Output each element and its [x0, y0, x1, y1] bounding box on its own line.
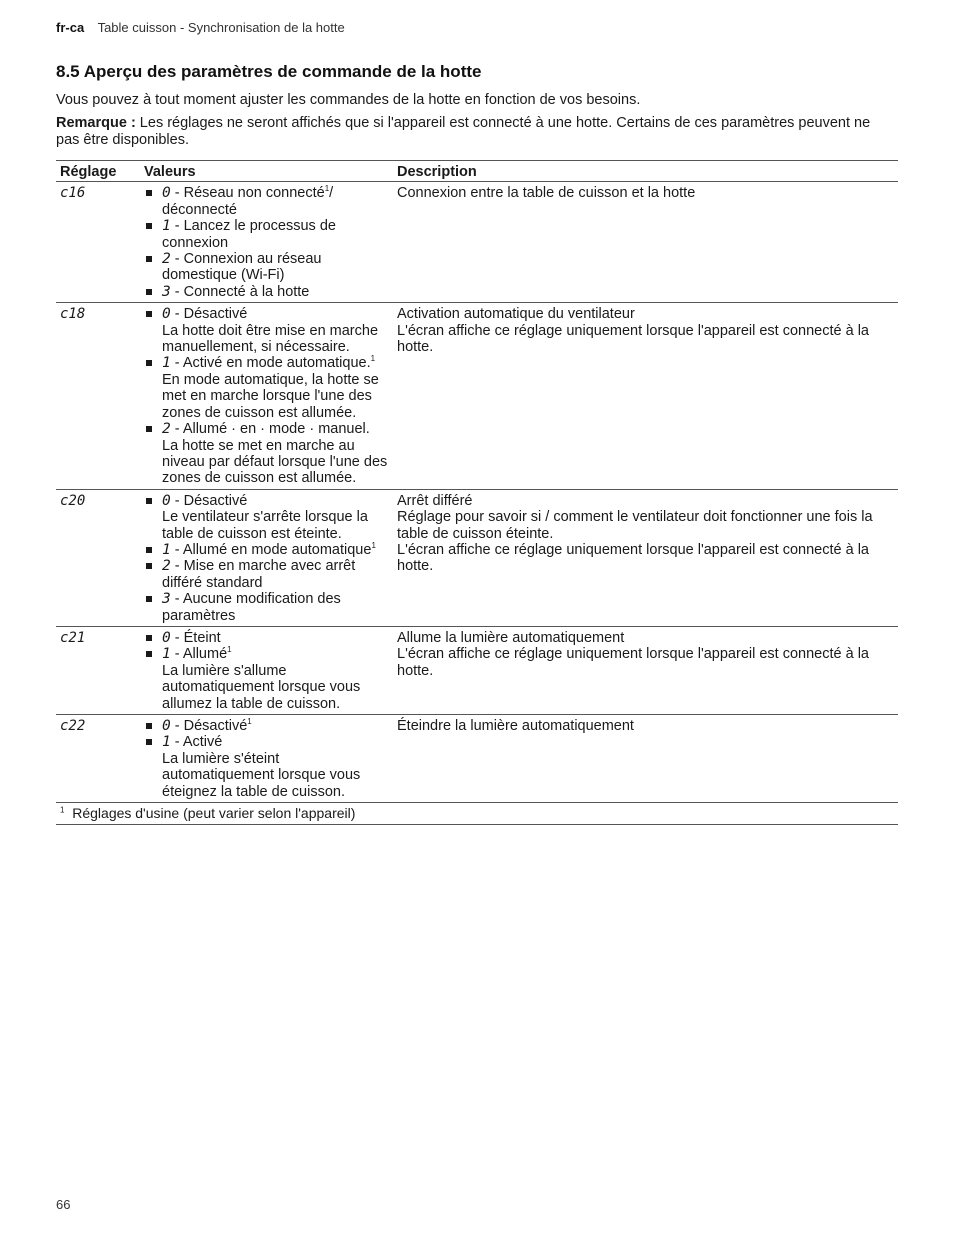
values-list — [144, 185, 389, 300]
table-row — [56, 303, 898, 489]
values-list — [144, 493, 389, 624]
value-digit: 1 — [162, 541, 171, 558]
table-row — [56, 182, 898, 303]
value-item — [144, 185, 389, 218]
description-line: L'écran affiche ce réglage uniquement lorsque l'appareil est connecté à la hotte. — [397, 541, 869, 575]
value-digit: 1 — [162, 646, 171, 663]
description-line: L'écran affiche ce réglage uniquement lorsque l'appareil est connecté à la hotte. — [397, 646, 869, 679]
section-title: 8.5 Aperçu des paramètres de commande de la hotte — [56, 62, 482, 81]
value-item — [144, 251, 389, 284]
value-text-after: / déconnecté — [162, 185, 334, 218]
table-row — [56, 489, 898, 626]
value-item — [144, 284, 389, 300]
table-header-row — [56, 161, 898, 182]
setting-values — [140, 303, 393, 489]
value-text: - Connecté à la hotte — [170, 283, 310, 300]
note-label: Remarque : — [56, 115, 136, 131]
setting-values — [140, 626, 393, 714]
value-text: - Désactivé — [170, 718, 248, 734]
value-item — [144, 306, 389, 355]
value-text: - Aucune modification des paramètres — [162, 591, 341, 624]
setting-code: c16 — [56, 182, 140, 303]
value-explanation: Le ventilateur s'arrête lorsque la table de cuisson est éteinte. — [162, 509, 368, 542]
setting-code: c18 — [56, 303, 140, 489]
value-item — [144, 493, 389, 542]
description-line: Éteindre la lumière automatiquement — [397, 718, 634, 734]
setting-code: c21 — [56, 626, 140, 714]
header-values: Valeurs — [140, 161, 393, 182]
footnote-ref: 1 — [247, 717, 252, 727]
setting-description — [393, 303, 898, 489]
values-list — [144, 630, 389, 712]
value-item — [144, 630, 389, 646]
value-digit: 0 — [162, 492, 171, 509]
setting-code: c22 — [56, 715, 140, 803]
description-line: Arrêt différé — [397, 492, 473, 509]
value-item — [144, 718, 389, 734]
value-text: - Allumé · en · mode · manuel. — [170, 421, 370, 438]
value-digit: 2 — [162, 558, 171, 575]
footnote-ref: 1 — [370, 354, 376, 364]
value-item — [144, 591, 389, 624]
value-item — [144, 542, 389, 558]
description-line: Réglage pour savoir si / comment le ventilateur doit fonctionner une fois la table de cuisson éteinte. — [397, 509, 873, 542]
language-code: fr-ca — [56, 20, 85, 35]
description-line: Connexion entre la table de cuisson et la hotte — [397, 185, 696, 202]
setting-values — [140, 182, 393, 303]
value-item — [144, 558, 389, 591]
value-digit: 1 — [162, 734, 171, 751]
value-item — [144, 355, 389, 421]
value-digit: 0 — [162, 185, 171, 202]
value-text: - Désactivé — [170, 492, 248, 509]
value-text: - Mise en marche avec arrêt différé standard — [162, 558, 356, 591]
table-body — [56, 182, 898, 803]
value-digit: 1 — [162, 355, 171, 372]
value-digit: 0 — [162, 629, 171, 646]
value-digit: 0 — [162, 306, 171, 323]
value-text: - Allumé en mode automatique — [170, 541, 372, 558]
table-row — [56, 715, 898, 803]
value-digit: 0 — [162, 718, 171, 734]
setting-values — [140, 715, 393, 803]
values-list — [144, 718, 389, 800]
header-setting: Réglage — [56, 161, 140, 182]
settings-table — [56, 160, 898, 825]
description-line: Allume la lumière automatiquement — [397, 629, 625, 646]
header-description: Description — [393, 161, 898, 182]
value-text: - Activé — [170, 734, 223, 751]
value-explanation: En mode automatique, la hotte se met en marche lorsque l'une des zones de cuisson est allumée. — [162, 371, 379, 421]
value-digit: 3 — [162, 283, 171, 300]
value-text: - Réseau non connecté — [170, 185, 325, 202]
footnote-ref: 1 — [324, 184, 330, 194]
intro-text: Vous pouvez à tout moment ajuster les commandes de la hotte en fonction de vos besoins. — [56, 92, 641, 108]
setting-description — [393, 626, 898, 714]
footnote-mark: 1 — [60, 805, 65, 815]
value-explanation: La hotte se met en marche au niveau par défaut lorsque l'une des zones de cuisson est allumée. — [162, 437, 388, 487]
value-text: - Activé en mode automatique. — [170, 355, 371, 372]
description-line: Activation automatique du ventilateur — [397, 306, 635, 323]
footnote-row — [56, 803, 898, 825]
value-item — [144, 421, 389, 487]
value-explanation: La lumière s'allume automatiquement lorsque vous allumez la table de cuisson. — [162, 662, 361, 712]
footnote-ref: 1 — [227, 645, 232, 655]
value-digit: 2 — [162, 251, 171, 268]
header-title: Table cuisson - Synchronisation de la hotte — [97, 20, 345, 35]
note-text: Les réglages ne seront affichés que si l'appareil est connecté à une hotte. Certains de ces paramètres peuvent ne pas être disponibles. — [56, 115, 871, 148]
value-text: - Désactivé — [170, 306, 248, 323]
description-line: L'écran affiche ce réglage uniquement lorsque l'appareil est connecté à la hotte. — [397, 322, 869, 356]
value-explanation: La lumière s'éteint automatiquement lorsque vous éteignez la table de cuisson. — [162, 750, 361, 800]
value-text: - Lancez le processus de connexion — [162, 218, 336, 251]
setting-description — [393, 182, 898, 303]
page-number: 66 — [56, 1197, 71, 1212]
setting-values — [140, 489, 393, 626]
value-explanation: La hotte doit être mise en marche manuellement, si nécessaire. — [162, 322, 379, 356]
value-item — [144, 646, 389, 712]
footnote — [56, 803, 898, 825]
value-digit: 2 — [162, 421, 171, 438]
value-text: - Éteint — [170, 629, 221, 646]
value-digit: 3 — [162, 591, 171, 608]
page-header — [56, 20, 345, 35]
setting-code: c20 — [56, 489, 140, 626]
setting-description — [393, 489, 898, 626]
values-list — [144, 306, 389, 486]
value-text: - Allumé — [170, 646, 228, 663]
value-text: - Connexion au réseau domestique (Wi-Fi) — [162, 251, 322, 284]
value-item — [144, 218, 389, 251]
note — [56, 115, 896, 148]
footnote-text: Réglages d'usine (peut varier selon l'appareil) — [72, 805, 356, 822]
setting-description — [393, 715, 898, 803]
table-row — [56, 626, 898, 714]
footnote-ref: 1 — [371, 541, 376, 551]
value-item — [144, 734, 389, 800]
value-digit: 1 — [162, 218, 171, 235]
